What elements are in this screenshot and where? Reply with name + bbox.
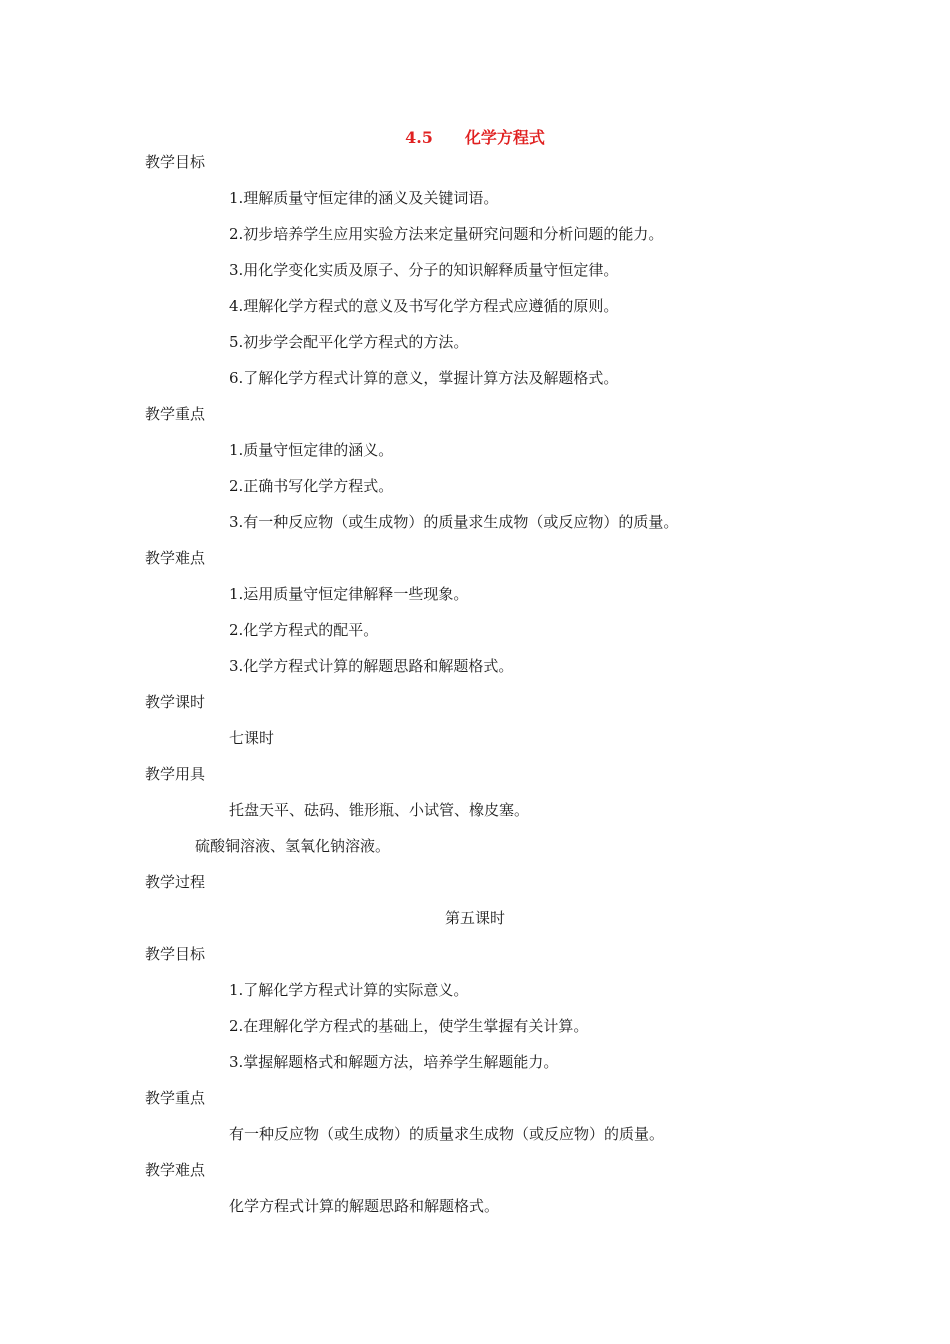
title-number: 4.5 xyxy=(405,128,433,147)
key-point-item: 3.有一种反应物（或生成物）的质量求生成物（或反应物）的质量。 xyxy=(229,513,679,531)
key-point-item: 2.正确书写化学方程式。 xyxy=(229,477,394,495)
difficult-points-heading: 教学难点 xyxy=(145,549,206,567)
difficult-point-item: 1.运用质量守恒定律解释一些现象。 xyxy=(229,585,469,603)
goal-item: 4.理解化学方程式的意义及书写化学方程式应遵循的原则。 xyxy=(229,297,619,315)
lesson-difficult-heading: 教学难点 xyxy=(145,1161,206,1179)
tools-line: 托盘天平、砝码、锥形瓶、小试管、橡皮塞。 xyxy=(229,801,530,819)
difficult-point-item: 3.化学方程式计算的解题思路和解题格式。 xyxy=(229,657,514,675)
lesson-goals-heading: 教学目标 xyxy=(145,945,206,963)
process-heading: 教学过程 xyxy=(145,873,206,891)
lesson-goal-item: 2.在理解化学方程式的基础上，使学生掌握有关计算。 xyxy=(229,1017,589,1035)
key-points-heading: 教学重点 xyxy=(145,405,206,423)
lesson-difficult-point: 化学方程式计算的解题思路和解题格式。 xyxy=(229,1197,500,1215)
goal-item: 2.初步培养学生应用实验方法来定量研究问题和分析问题的能力。 xyxy=(229,225,664,243)
document-title xyxy=(0,127,950,149)
hours-value: 七课时 xyxy=(229,729,275,747)
lesson-goal-item: 1.了解化学方程式计算的实际意义。 xyxy=(229,981,469,999)
difficult-point-item: 2.化学方程式的配平。 xyxy=(229,621,379,639)
tools-line: 硫酸铜溶液、氢氧化钠溶液。 xyxy=(195,837,391,855)
goal-item: 1.理解质量守恒定律的涵义及关键词语。 xyxy=(229,189,499,207)
goal-item: 3.用化学变化实质及原子、分子的知识解释质量守恒定律。 xyxy=(229,261,619,279)
tools-heading: 教学用具 xyxy=(145,765,206,783)
key-point-item: 1.质量守恒定律的涵义。 xyxy=(229,441,394,459)
hours-heading: 教学课时 xyxy=(145,693,206,711)
goal-item: 5.初步学会配平化学方程式的方法。 xyxy=(229,333,469,351)
lesson-key-heading: 教学重点 xyxy=(145,1089,206,1107)
lesson-goal-item: 3.掌握解题格式和解题方法，培养学生解题能力。 xyxy=(229,1053,559,1071)
goal-item: 6.了解化学方程式计算的意义，掌握计算方法及解题格式。 xyxy=(229,369,619,387)
lesson-title: 第五课时 xyxy=(444,909,505,927)
title-text: 化学方程式 xyxy=(464,128,545,147)
lesson-key-point: 有一种反应物（或生成物）的质量求生成物（或反应物）的质量。 xyxy=(229,1125,665,1143)
goals-heading: 教学目标 xyxy=(145,153,206,171)
